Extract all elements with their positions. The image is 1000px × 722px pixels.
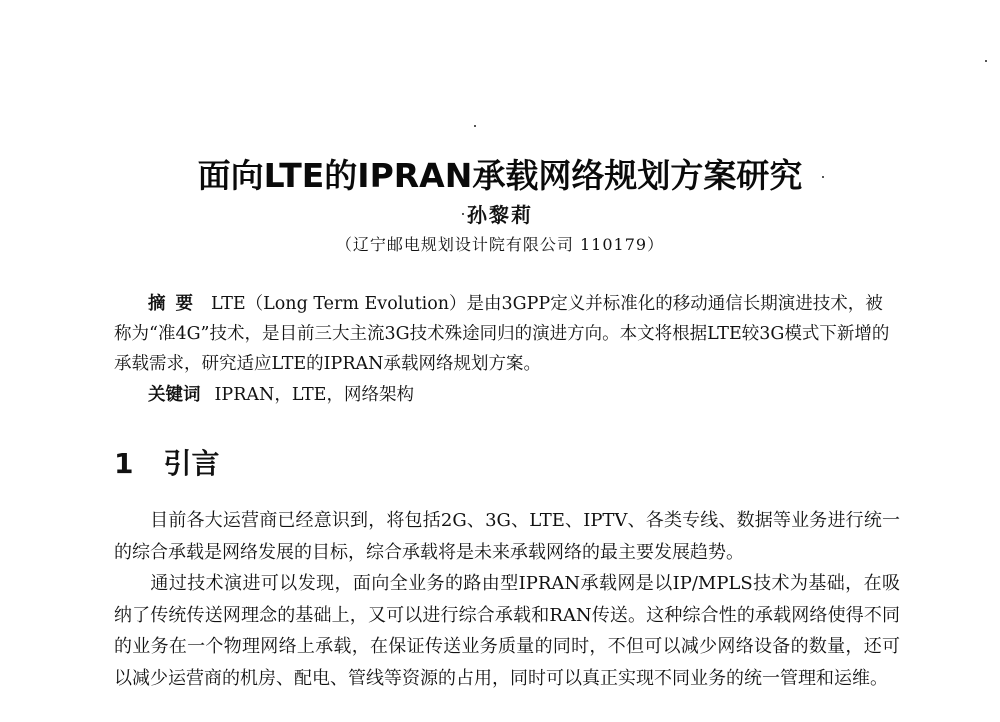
abstract-block: [114, 289, 900, 379]
scan-speck: [822, 176, 824, 178]
paragraph-text: 通过技术演进可以发现，面向全业务的路由型IPRAN承载网是以IP/MPLS技术为基础，在吸纳了传统传送网理念的基础上，又可以进行综合承载和RAN传送。这种综合性的承载网络使得不同的业务在一个物理网络上承载，在保证传送业务质量的同时，不但可以减少网络设备的数量，还可以减少运营商的机房、配电、管线等资源的占用，同时可以真正实现不同业务的统一管理和运维。: [114, 573, 900, 689]
keywords-label: 关键词: [148, 385, 201, 405]
scan-speck: [462, 213, 464, 215]
section-title: 引言: [163, 447, 220, 480]
author-affiliation: （辽宁邮电规划设计院有限公司 110179）: [335, 235, 665, 254]
abstract-label: 摘要: [148, 294, 203, 314]
paper-title: 面向LTE的IPRAN承载网络规划方案研究: [197, 156, 803, 195]
keywords-text: IPRAN，LTE，网络架构: [214, 385, 414, 405]
paragraph-text: 目前各大运营商已经意识到，将包括2G、3G、LTE、IPTV、各类专线、数据等业务进行统一的综合承载是网络发展的目标，综合承载将是未来承载网络的最主要发展趋势。: [114, 510, 900, 563]
section-heading: [114, 442, 220, 482]
abstract-text: LTE（Long Term Evolution）是由3GPP定义并标准化的移动通信长期演进技术，被称为“准4G”技术，是目前三大主流3G技术殊途同归的演进方向。本文将根据LTE较3G模式下新增的承载需求，研究适应LTE的IPRAN承载网络规划方案。: [114, 294, 890, 374]
section-number: 1: [114, 447, 134, 480]
body-paragraph: [114, 568, 900, 694]
author-name: 孙黎莉: [467, 203, 533, 227]
keywords-block: [148, 380, 414, 410]
body-paragraph: [114, 505, 900, 568]
scan-speck: [985, 60, 987, 62]
scan-speck: [474, 125, 476, 127]
